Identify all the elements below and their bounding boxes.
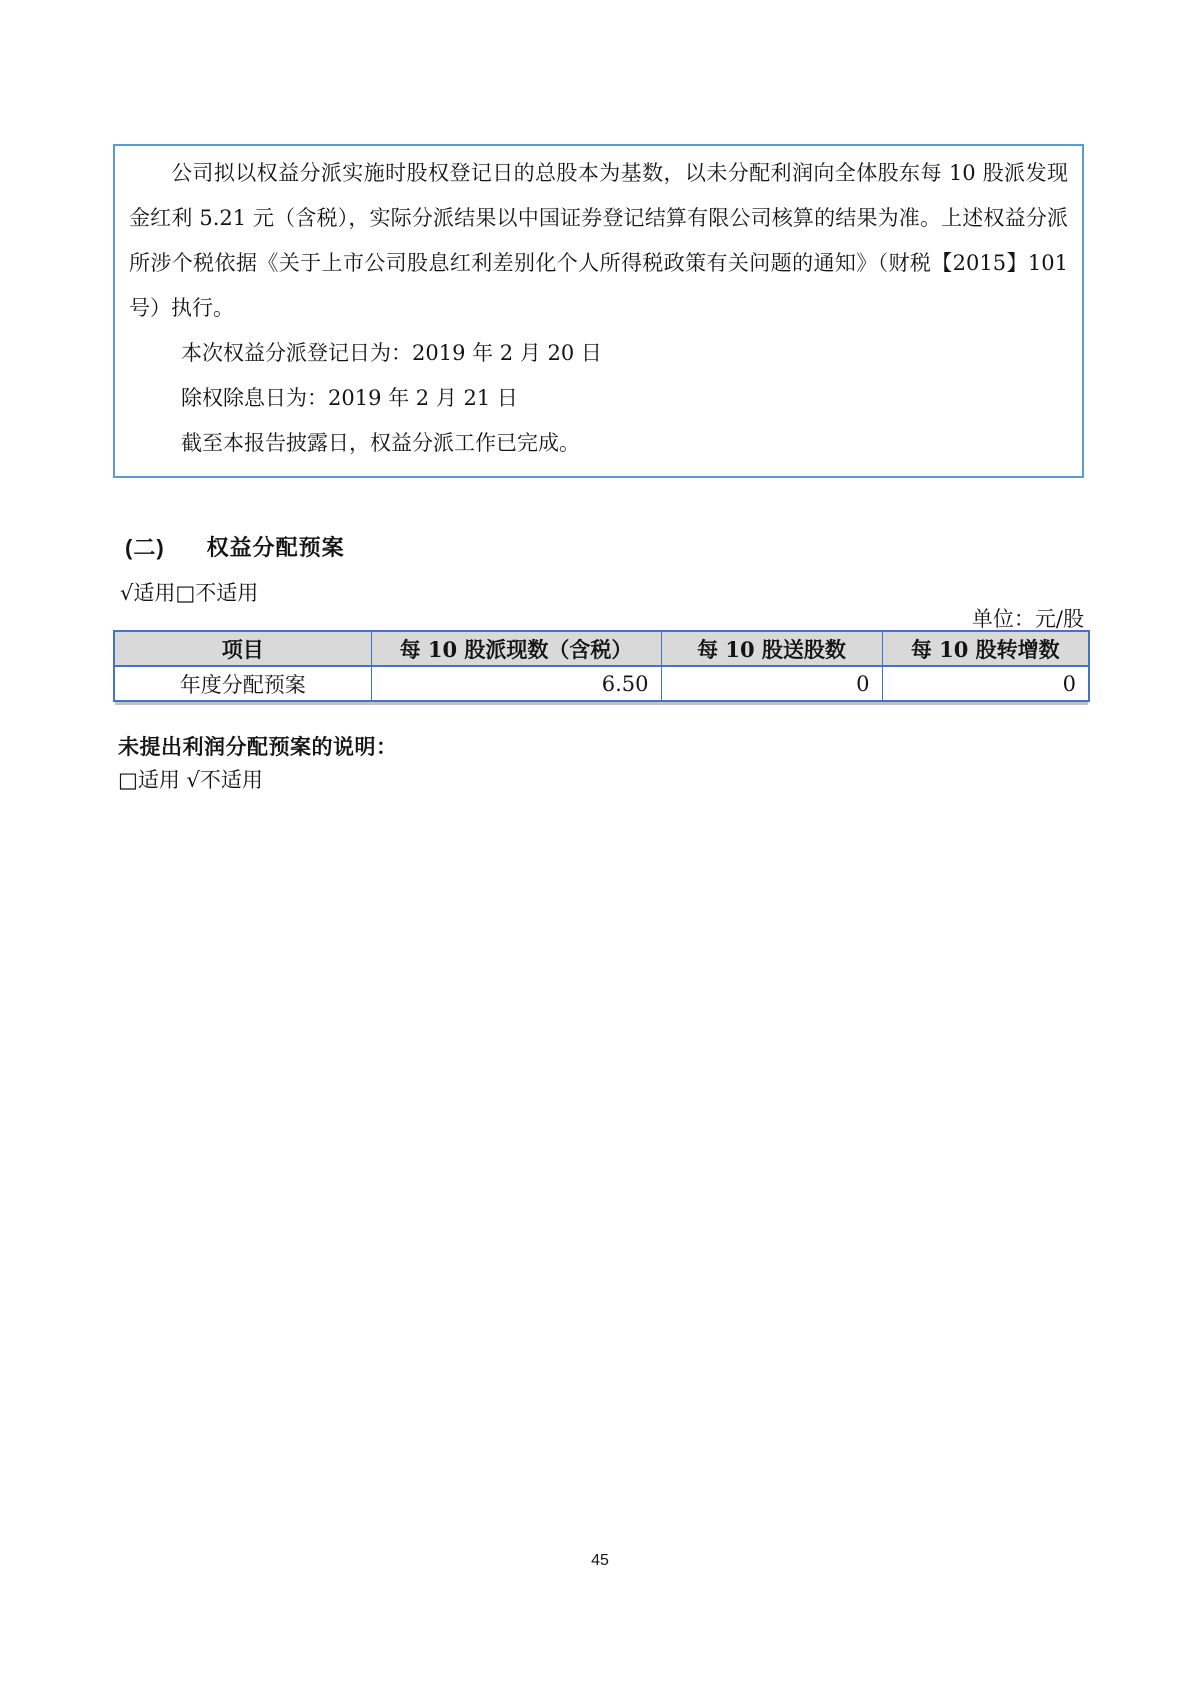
ex-dividend-date-line: 除权除息日为：2019 年 2 月 21 日	[181, 386, 518, 410]
unit-label: 单位：元/股	[971, 607, 1084, 631]
dividend-implementation-paragraph: 公司拟以权益分派实施时股权登记日的总股本为基数，以未分配利润向全体股东每 10 股派发现金红利 5.21 元（含税），实际分派结果以中国证券登记结算有限公司核算的结果为准。上述权益分派所涉个税依据《关于上市公司股息红利差别化个人所得税政策有关问题的通知》（财税【2015】101 号）执行。	[129, 161, 1068, 320]
section-index-label: (二)	[125, 535, 165, 560]
header-bonus-shares-per-10: 每 10 股送股数	[661, 631, 882, 666]
table-row	[114, 666, 1089, 701]
row-conversion-value: 0	[882, 666, 1089, 701]
row-item-label: 年度分配预案	[114, 666, 371, 701]
section-heading	[125, 531, 345, 562]
completion-status-line: 截至本报告披露日，权益分派工作已完成。	[181, 431, 580, 455]
record-date-line: 本次权益分派登记日为：2019 年 2 月 20 日	[181, 341, 602, 365]
table-header-row	[114, 631, 1089, 666]
applicability-line: √适用□不适用	[120, 581, 259, 605]
dividend-plan-table	[113, 630, 1090, 702]
row-bonus-value: 0	[661, 666, 882, 701]
page-number: 45	[591, 1552, 609, 1569]
header-cash-per-10-shares: 每 10 股派现数（含税）	[371, 631, 661, 666]
section-title: 权益分配预案	[206, 535, 345, 560]
note-label: 未提出利润分配预案的说明：	[118, 736, 398, 759]
header-item: 项目	[114, 631, 371, 666]
row-cash-value: 6.50	[371, 666, 661, 701]
header-conversion-per-10: 每 10 股转增数	[882, 631, 1089, 666]
note-applicability-line: □适用 √不适用	[118, 768, 263, 792]
dividend-implementation-box	[113, 144, 1084, 478]
